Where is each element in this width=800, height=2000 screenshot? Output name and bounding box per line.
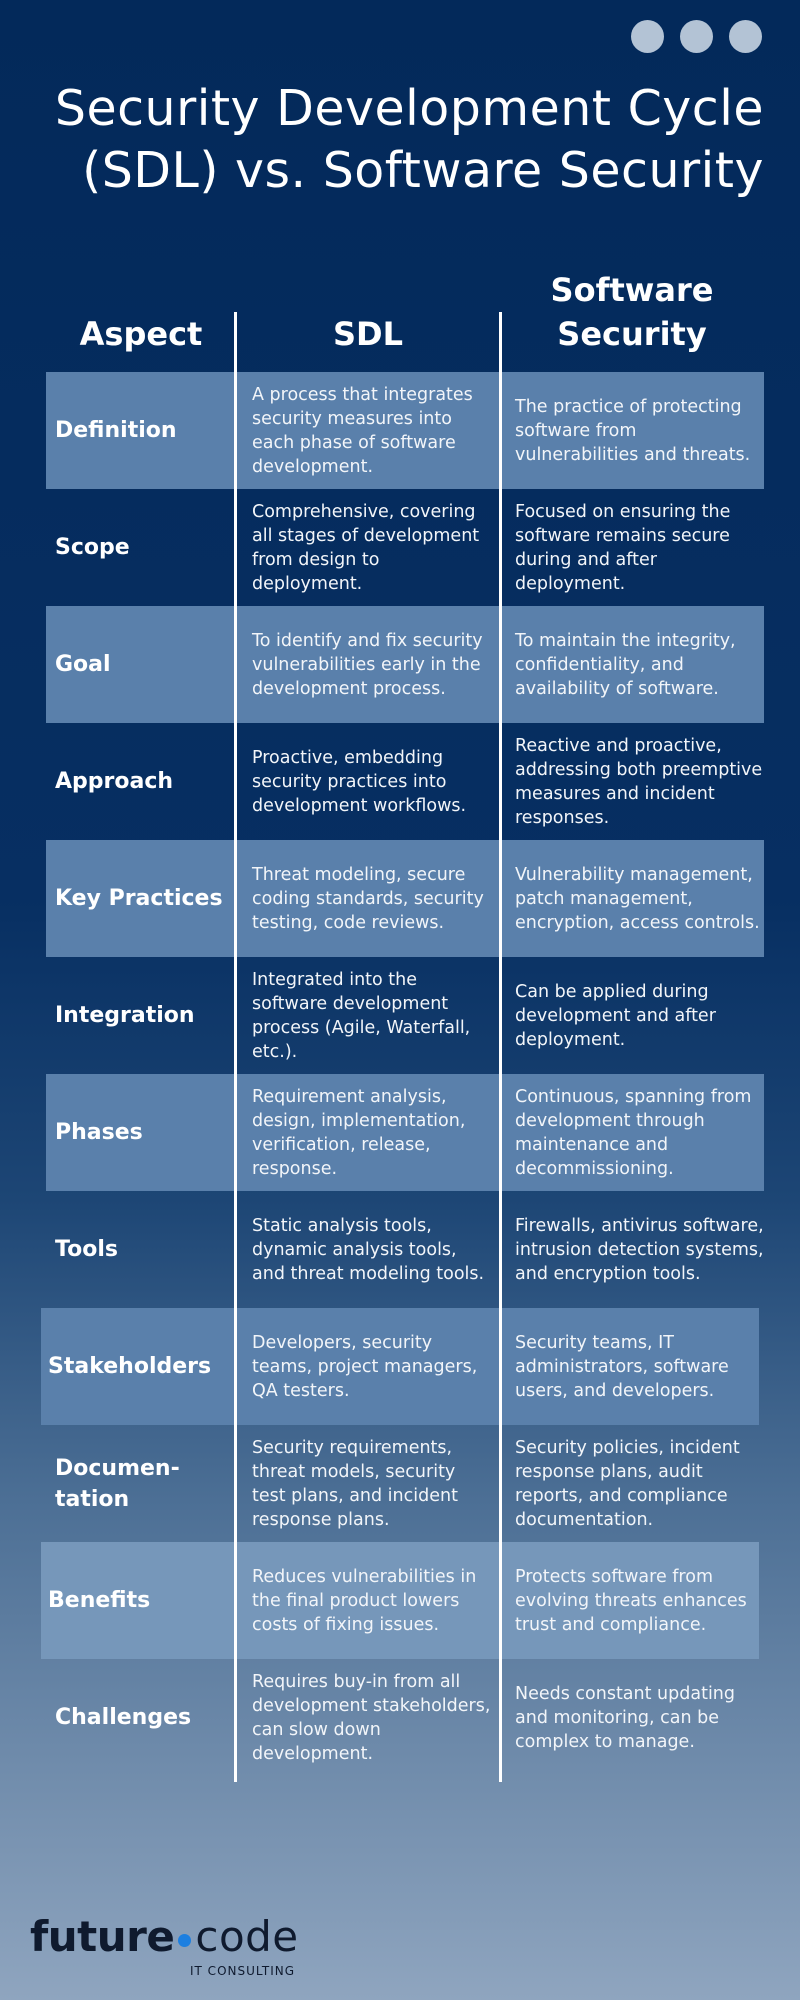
header-aspect: Aspect — [79, 315, 203, 353]
software-security-cell: Vulnerability management, patch management, encryption, access controls. — [515, 864, 760, 933]
table-row — [0, 840, 800, 957]
dot-3 — [729, 20, 762, 53]
aspect-cell: Tools — [55, 1237, 118, 1262]
table-row — [0, 489, 800, 606]
table-row — [0, 957, 800, 1074]
logo-tagline: IT CONSULTING — [190, 1964, 296, 1978]
table-row — [0, 1308, 800, 1425]
software-security-cell: The practice of protecting software from vulnerabilities and threats. — [515, 396, 751, 465]
page-title-line-2: (SDL) vs. Software Security — [82, 142, 764, 199]
header-software-security — [500, 268, 764, 356]
sdl-cell: Integrated into the software development process (Agile, Waterfall, etc.). — [252, 969, 471, 1062]
logo-text-code: code — [195, 1912, 299, 1961]
aspect-cell: Challenges — [55, 1705, 192, 1730]
table-row — [0, 1542, 800, 1659]
software-security-cell: Security teams, IT administrators, software users, and developers. — [515, 1332, 729, 1401]
sdl-cell: Security requirements, threat models, security test plans, and incident response plans. — [252, 1437, 458, 1530]
logo-dot-icon — [178, 1934, 191, 1947]
dot-1 — [631, 20, 664, 53]
software-security-cell: Can be applied during development and after deployment. — [515, 981, 716, 1050]
sdl-cell: Reduces vulnerabilities in the final product lowers costs of fixing issues. — [252, 1566, 477, 1635]
table-row — [0, 606, 800, 723]
sdl-cell: Requires buy-in from all development stakeholders, can slow down development. — [252, 1671, 491, 1764]
header-sdl: SDL — [333, 315, 403, 353]
aspect-cell: Definition — [55, 418, 177, 443]
aspect-cell: Benefits — [48, 1588, 151, 1613]
header-software-security-line-2: Security — [557, 315, 707, 353]
footer — [30, 1914, 299, 1978]
software-security-cell: To maintain the integrity, confidentiality, and availability of software. — [515, 630, 736, 699]
aspect-cell: Approach — [55, 769, 174, 794]
comparison-table — [0, 372, 800, 1776]
table-header — [46, 266, 764, 356]
aspect-cell: Scope — [55, 535, 130, 560]
aspect-cell: Phases — [55, 1120, 143, 1145]
logo-text-future: future — [30, 1912, 175, 1961]
software-security-cell: Reactive and proactive, addressing both preemptive measures and incident responses. — [515, 735, 763, 828]
column-divider-1 — [234, 312, 237, 1782]
table-row — [0, 372, 800, 489]
page-title-line-1: Security Development Cycle — [54, 80, 764, 137]
software-security-cell: Continuous, spanning from development through maintenance and decommissioning. — [515, 1086, 752, 1179]
table-row — [0, 1659, 800, 1776]
software-security-cell: Needs constant updating and monitoring, can be complex to manage. — [515, 1683, 736, 1752]
sdl-cell: Threat modeling, secure coding standards, security testing, code reviews. — [252, 864, 484, 933]
aspect-cell: Key Practices — [55, 886, 223, 911]
sdl-cell: Proactive, embedding security practices into development workflows. — [252, 747, 467, 816]
aspect-cell: Stakeholders — [48, 1354, 212, 1379]
sdl-cell: Requirement analysis, design, implementation, verification, release, response. — [252, 1086, 466, 1179]
sdl-cell: Comprehensive, covering all stages of development from design to deployment. — [252, 501, 480, 594]
aspect-cell: Integration — [55, 1003, 195, 1028]
aspect-cell: Documen-tation — [55, 1455, 180, 1512]
sdl-cell: A process that integrates security measures into each phase of software development. — [252, 384, 473, 477]
software-security-cell: Protects software from evolving threats enhances trust and compliance. — [515, 1566, 747, 1635]
table-row — [0, 1191, 800, 1308]
software-security-cell: Focused on ensuring the software remains secure during and after deployment. — [515, 501, 731, 594]
software-security-cell: Firewalls, antivirus software, intrusion detection systems, and encryption tools. — [515, 1215, 764, 1284]
sdl-cell: Developers, security teams, project managers, QA testers. — [252, 1332, 478, 1401]
future-code-logo — [30, 1914, 299, 1960]
column-divider-2 — [499, 312, 502, 1782]
software-security-cell: Security policies, incident response plans, audit reports, and compliance documentation. — [515, 1437, 740, 1530]
sdl-cell: Static analysis tools, dynamic analysis tools, and threat modeling tools. — [252, 1215, 485, 1284]
header-software-security-line-1: Software — [550, 271, 714, 309]
window-dots — [631, 20, 762, 53]
table-row — [0, 1074, 800, 1191]
dot-2 — [680, 20, 713, 53]
sdl-cell: To identify and fix security vulnerabilities early in the development process. — [252, 630, 483, 699]
table-row — [0, 1425, 800, 1542]
page-title — [24, 78, 764, 202]
aspect-cell: Goal — [55, 652, 111, 677]
table-row — [0, 723, 800, 840]
